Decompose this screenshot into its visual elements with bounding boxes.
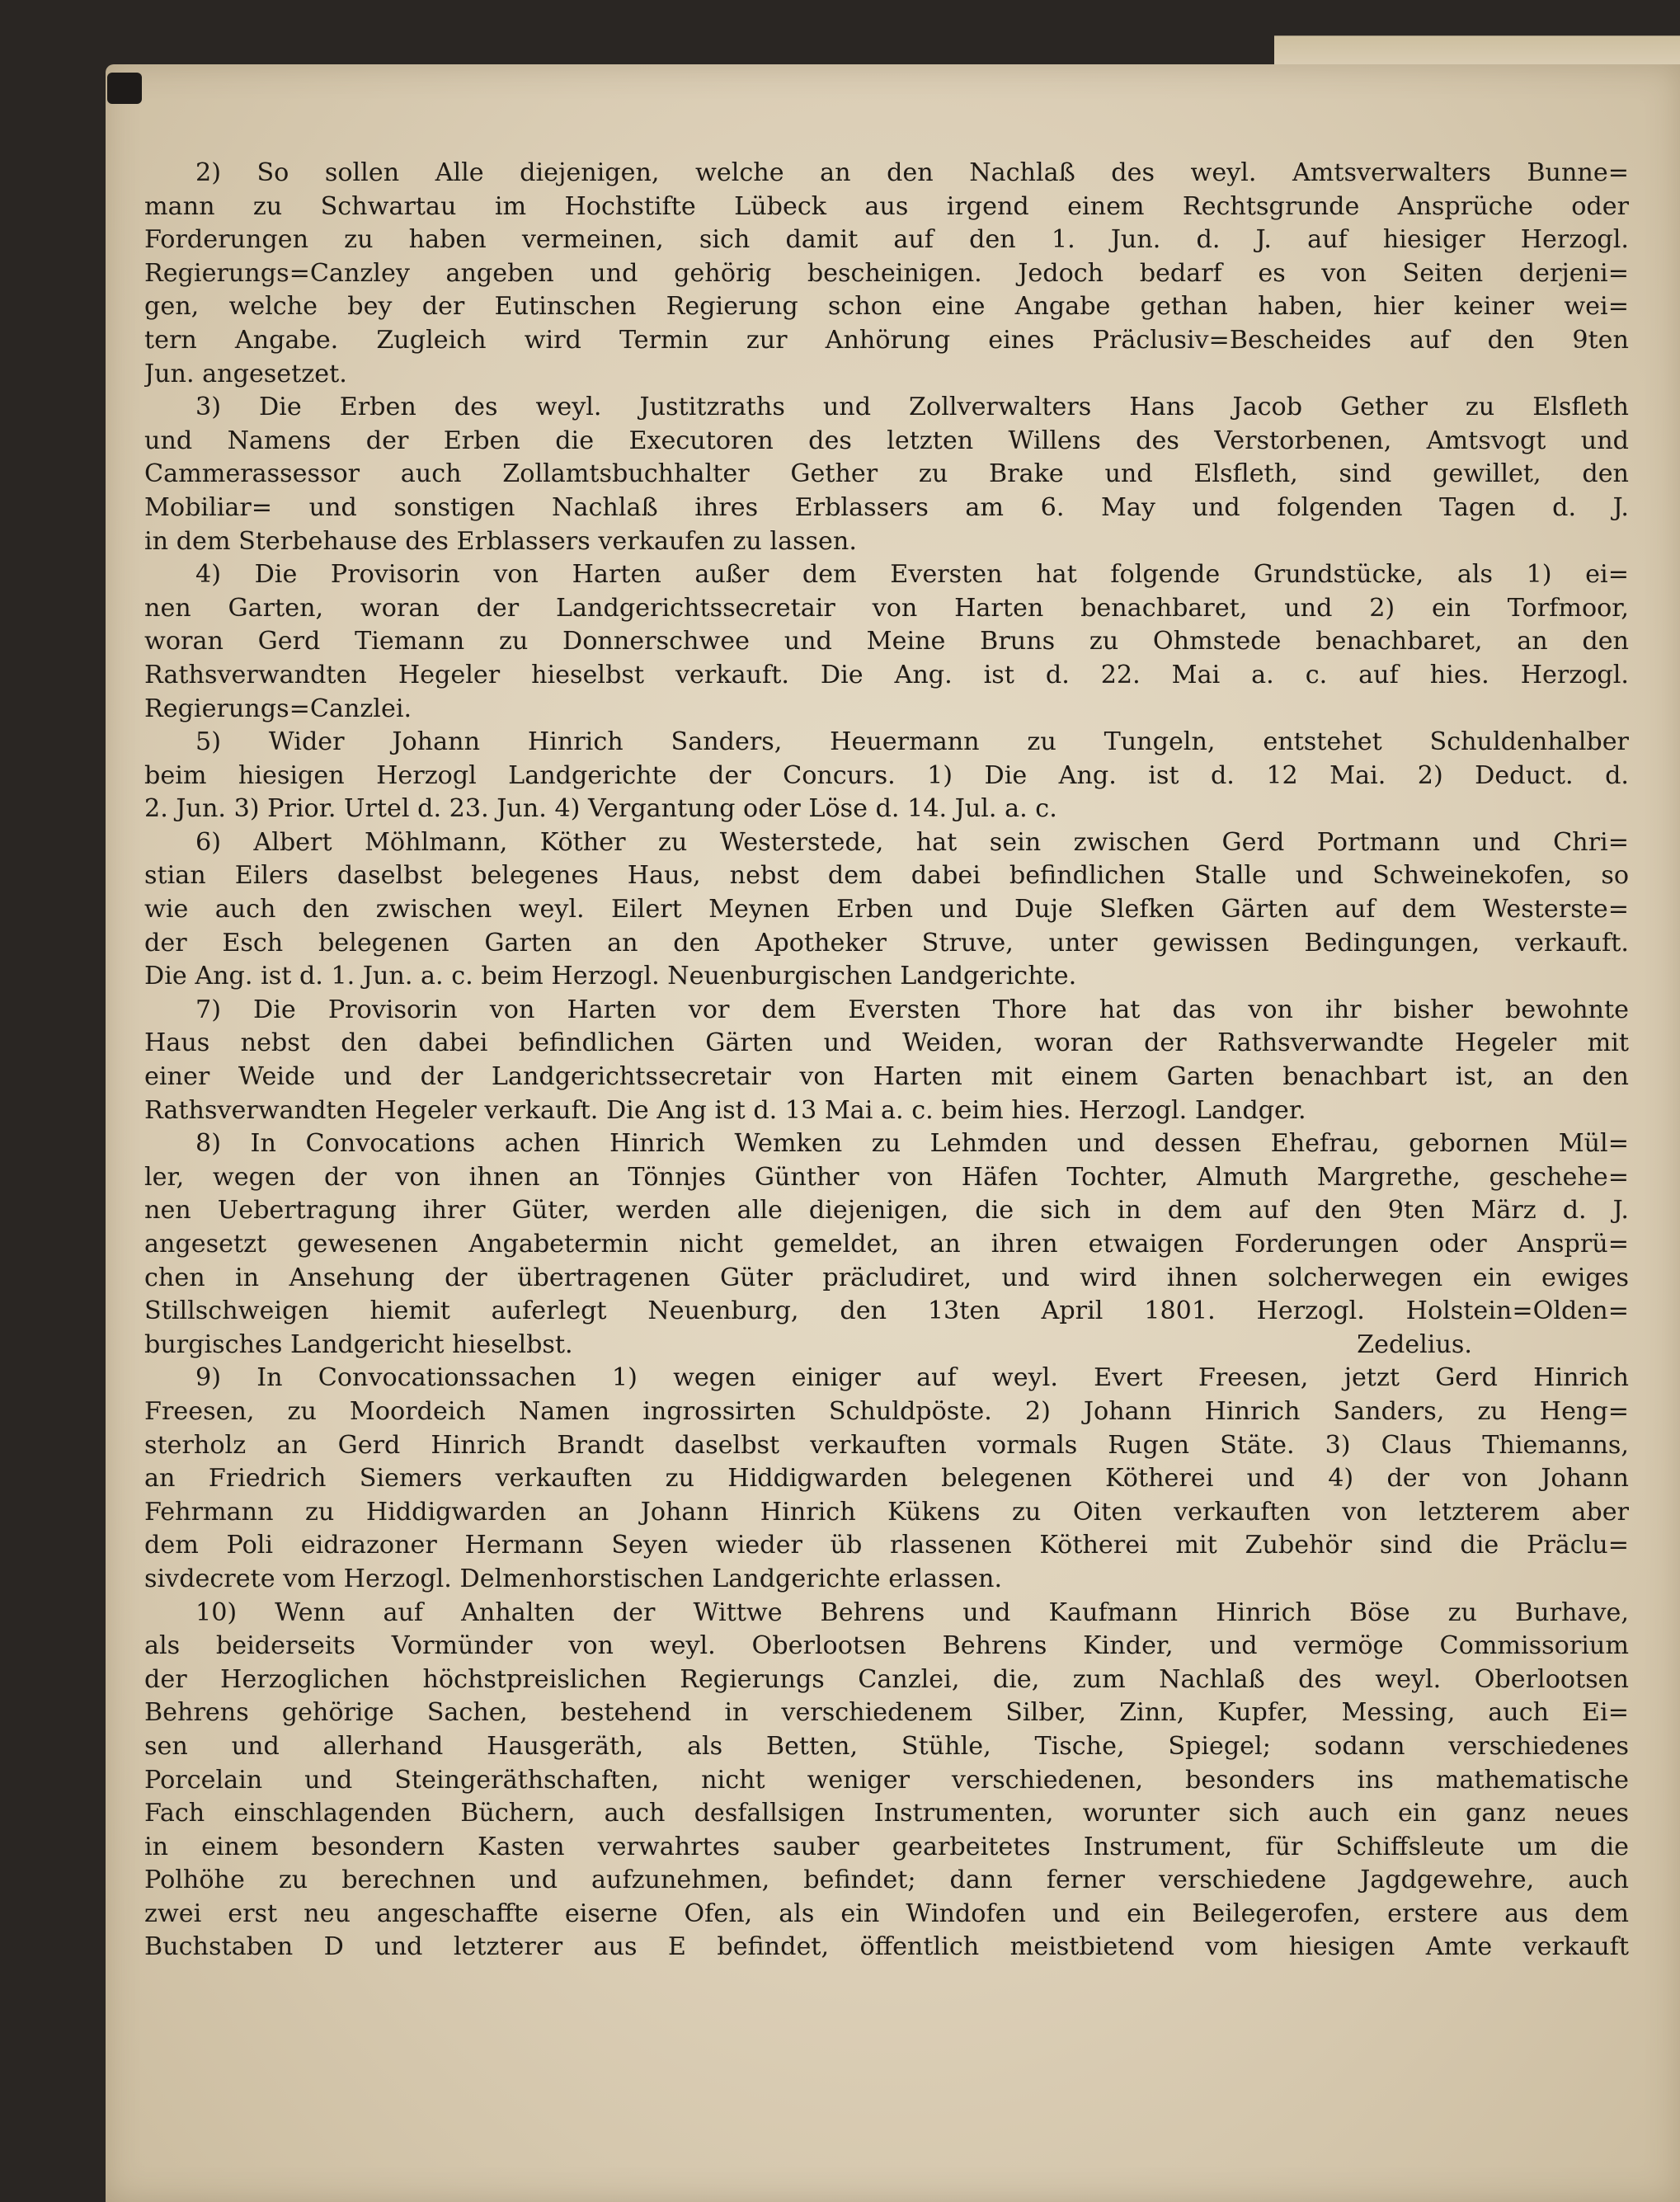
text-line: in einem besondern Kasten verwahrtes sauber gearbeitetes Instrument, für Schiffsleute um die	[144, 1832, 1629, 1861]
text-line: der Esch belegenen Garten an den Apotheker Struve, unter gewissen Bedingungen, verkauft.	[144, 928, 1629, 957]
text-line: Haus nebst den dabei befindlichen Gärten und Weiden, woran der Rathsverwandte Hegeler mit	[144, 1028, 1629, 1058]
text-line: nen Uebertragung ihrer Güter, werden alle diejenigen, die sich in dem auf den 9ten März d. J.	[144, 1196, 1629, 1226]
signature-place-text: burgisches Landgericht hieselbst.	[144, 1329, 573, 1359]
text-line: der Herzoglichen höchstpreislichen Regierungs Canzlei, die, zum Nachlaß des weyl. Oberlootsen	[144, 1664, 1629, 1694]
text-line: Die Ang. ist d. 1. Jun. a. c. beim Herzogl. Neuenburgischen Landgerichte.	[144, 962, 1077, 991]
text-line: wie auch den zwischen weyl. Eilert Meynen Erben und Duje Slefken Gärten auf dem Westerste=	[144, 895, 1629, 925]
text-line: Stillschweigen hiemit auferlegt Neuenburg, den 13ten April 1801. Herzogl. Holstein=Olden=	[144, 1296, 1629, 1326]
text-line: 10) Wenn auf Anhalten der Wittwe Behrens und Kaufmann Hinrich Böse zu Burhave,	[195, 1597, 1629, 1627]
text-line: sivdecrete vom Herzogl. Delmenhorstischen Landgerichte erlassen.	[144, 1564, 1003, 1593]
text-line: Behrens gehörige Sachen, bestehend in verschiedenem Silber, Zinn, Kupfer, Messing, auch Ei=	[144, 1698, 1629, 1728]
text-line: dem Poli eidrazoner Hermann Seyen wieder üb rlassenen Kötherei mit Zubehör sind die Präclu=	[144, 1531, 1629, 1560]
text-line: ler, wegen der von ihnen an Tönnjes Günther von Häfen Tochter, Almuth Margrethe, geschehe=	[144, 1162, 1629, 1192]
text-line: zwei erst neu angeschaffte eiserne Ofen, als ein Windofen und ein Beilegerofen, erstere aus dem	[144, 1899, 1629, 1928]
text-line: sterholz an Gerd Hinrich Brandt daselbst verkauften vormals Rugen Stäte. 3) Claus Thiemanns,	[144, 1430, 1629, 1460]
text-line: 7) Die Provisorin von Harten vor dem Eversten Thore hat das von ihr bisher bewohnte	[195, 995, 1629, 1024]
text-line: 5) Wider Johann Hinrich Sanders, Heuermann zu Tungeln, entstehet Schuldenhalber	[195, 727, 1629, 757]
text-line: Regierungs=Canzlei.	[144, 694, 412, 723]
text-line: Mobiliar= und sonstigen Nachlaß ihres Erblassers am 6. May und folgenden Tagen d. J.	[144, 492, 1629, 522]
text-line: Porcelain und Steingeräthschaften, nicht weniger verschiedenen, besonders ins mathematische	[144, 1765, 1629, 1795]
text-line: 3) Die Erben des weyl. Justitzraths und Zollverwalters Hans Jacob Gether zu Elsfleth	[195, 393, 1629, 422]
page-edge	[1274, 0, 1680, 64]
text-line: tern Angabe. Zugleich wird Termin zur Anhörung eines Präclusiv=Bescheides auf den 9ten	[144, 325, 1629, 355]
text-line: an Friedrich Siemers verkauften zu Hiddigwarden belegenen Kötherei und 4) der von Johann	[144, 1464, 1629, 1494]
text-line: beim hiesigen Herzogl Landgerichte der Concurs. 1) Die Ang. ist d. 12 Mai. 2) Deduct. d.	[144, 760, 1629, 790]
text-line: 2) So sollen Alle diejenigen, welche an den Nachlaß des weyl. Amtsverwalters Bunne=	[195, 158, 1629, 187]
text-line: mann zu Schwartau im Hochstifte Lübeck aus irgend einem Rechtsgrunde Ansprüche oder	[144, 191, 1629, 221]
text-line: Freesen, zu Moordeich Namen ingrossirten Schuldpöste. 2) Johann Hinrich Sanders, zu Heng=	[144, 1396, 1629, 1426]
binding-hole	[107, 73, 142, 104]
text-line: woran Gerd Tiemann zu Donnerschwee und Meine Bruns zu Ohmstede benachbaret, an den	[144, 627, 1629, 656]
text-line: Regierungs=Canzley angeben und gehörig bescheinigen. Jedoch bedarf es von Seiten derjeni=	[144, 258, 1629, 288]
signature-name: Zedelius.	[1357, 1329, 1472, 1359]
text-line: nen Garten, woran der Landgerichtssecretair von Harten benachbaret, und 2) ein Torfmoor,	[144, 593, 1629, 623]
text-line: chen in Ansehung der übertragenen Güter präcludiret, und wird ihnen solcherwegen ein ewiges	[144, 1263, 1629, 1292]
text-line: Rathsverwandten Hegeler verkauft. Die Ang ist d. 13 Mai a. c. beim hies. Herzogl. Landger.	[144, 1095, 1306, 1125]
text-line	[144, 1329, 1629, 1362]
text-line: einer Weide und der Landgerichtssecretair von Harten mit einem Garten benachbart ist, an den	[144, 1062, 1629, 1092]
text-line: Fehrmann zu Hiddigwarden an Johann Hinrich Kükens zu Oiten verkauften von letzterem aber	[144, 1497, 1629, 1527]
text-line: Jun. angesetzet.	[144, 359, 347, 388]
document-text	[144, 157, 1629, 1964]
text-line: Forderungen zu haben vermeinen, sich damit auf den 1. Jun. d. J. auf hiesiger Herzogl.	[144, 225, 1629, 255]
text-line: 6) Albert Möhlmann, Köther zu Westerstede, hat sein zwischen Gerd Portmann und Chri=	[195, 827, 1629, 857]
text-line: 9) In Convocationssachen 1) wegen einiger auf weyl. Evert Freesen, jetzt Gerd Hinrich	[195, 1363, 1629, 1393]
text-line: sen und allerhand Hausgeräth, als Betten, Stühle, Tische, Spiegel; sodann verschiedenes	[144, 1731, 1629, 1761]
text-line: Rathsverwandten Hegeler hieselbst verkauft. Die Ang. ist d. 22. Mai a. c. auf hies. Herzogl.	[144, 660, 1629, 689]
text-line: und Namens der Erben die Executoren des letzten Willens des Verstorbenen, Amtsvogt und	[144, 426, 1629, 455]
text-line: Buchstaben D und letzterer aus E befindet, öffentlich meistbietend vom hiesigen Amte verkauft	[144, 1932, 1629, 1962]
text-line: Polhöhe zu berechnen und aufzunehmen, befindet; dann ferner verschiedene Jagdgewehre, auch	[144, 1866, 1629, 1895]
text-line: als beiderseits Vormünder von weyl. Oberlootsen Behrens Kinder, und vermöge Commissorium	[144, 1631, 1629, 1661]
text-line: 2. Jun. 3) Prior. Urtel d. 23. Jun. 4) Vergantung oder Löse d. 14. Jul. a. c.	[144, 794, 1057, 824]
text-line: angesetzt gewesenen Angabetermin nicht gemeldet, an ihren etwaigen Forderungen oder Ansprü=	[144, 1230, 1629, 1259]
text-line: Fach einschlagenden Büchern, auch desfallsigen Instrumenten, worunter sich auch ein ganz neues	[144, 1799, 1629, 1828]
text-line: in dem Sterbehause des Erblassers verkaufen zu lassen.	[144, 526, 857, 556]
text-line: gen, welche bey der Eutinschen Regierung schon eine Angabe gethan haben, hier keiner wei=	[144, 292, 1629, 322]
text-line: 8) In Convocations achen Hinrich Wemken zu Lehmden und dessen Ehefrau, gebornen Mül=	[195, 1129, 1629, 1159]
text-line: 4) Die Provisorin von Harten außer dem Eversten hat folgende Grundstücke, als 1) ei=	[195, 560, 1629, 590]
text-line: stian Eilers daselbst belegenes Haus, nebst dem dabei befindlichen Stalle und Schweinekofen, so	[144, 861, 1629, 891]
text-line: Cammerassessor auch Zollamtsbuchhalter Gether zu Brake und Elsfleth, sind gewillet, den	[144, 459, 1629, 489]
